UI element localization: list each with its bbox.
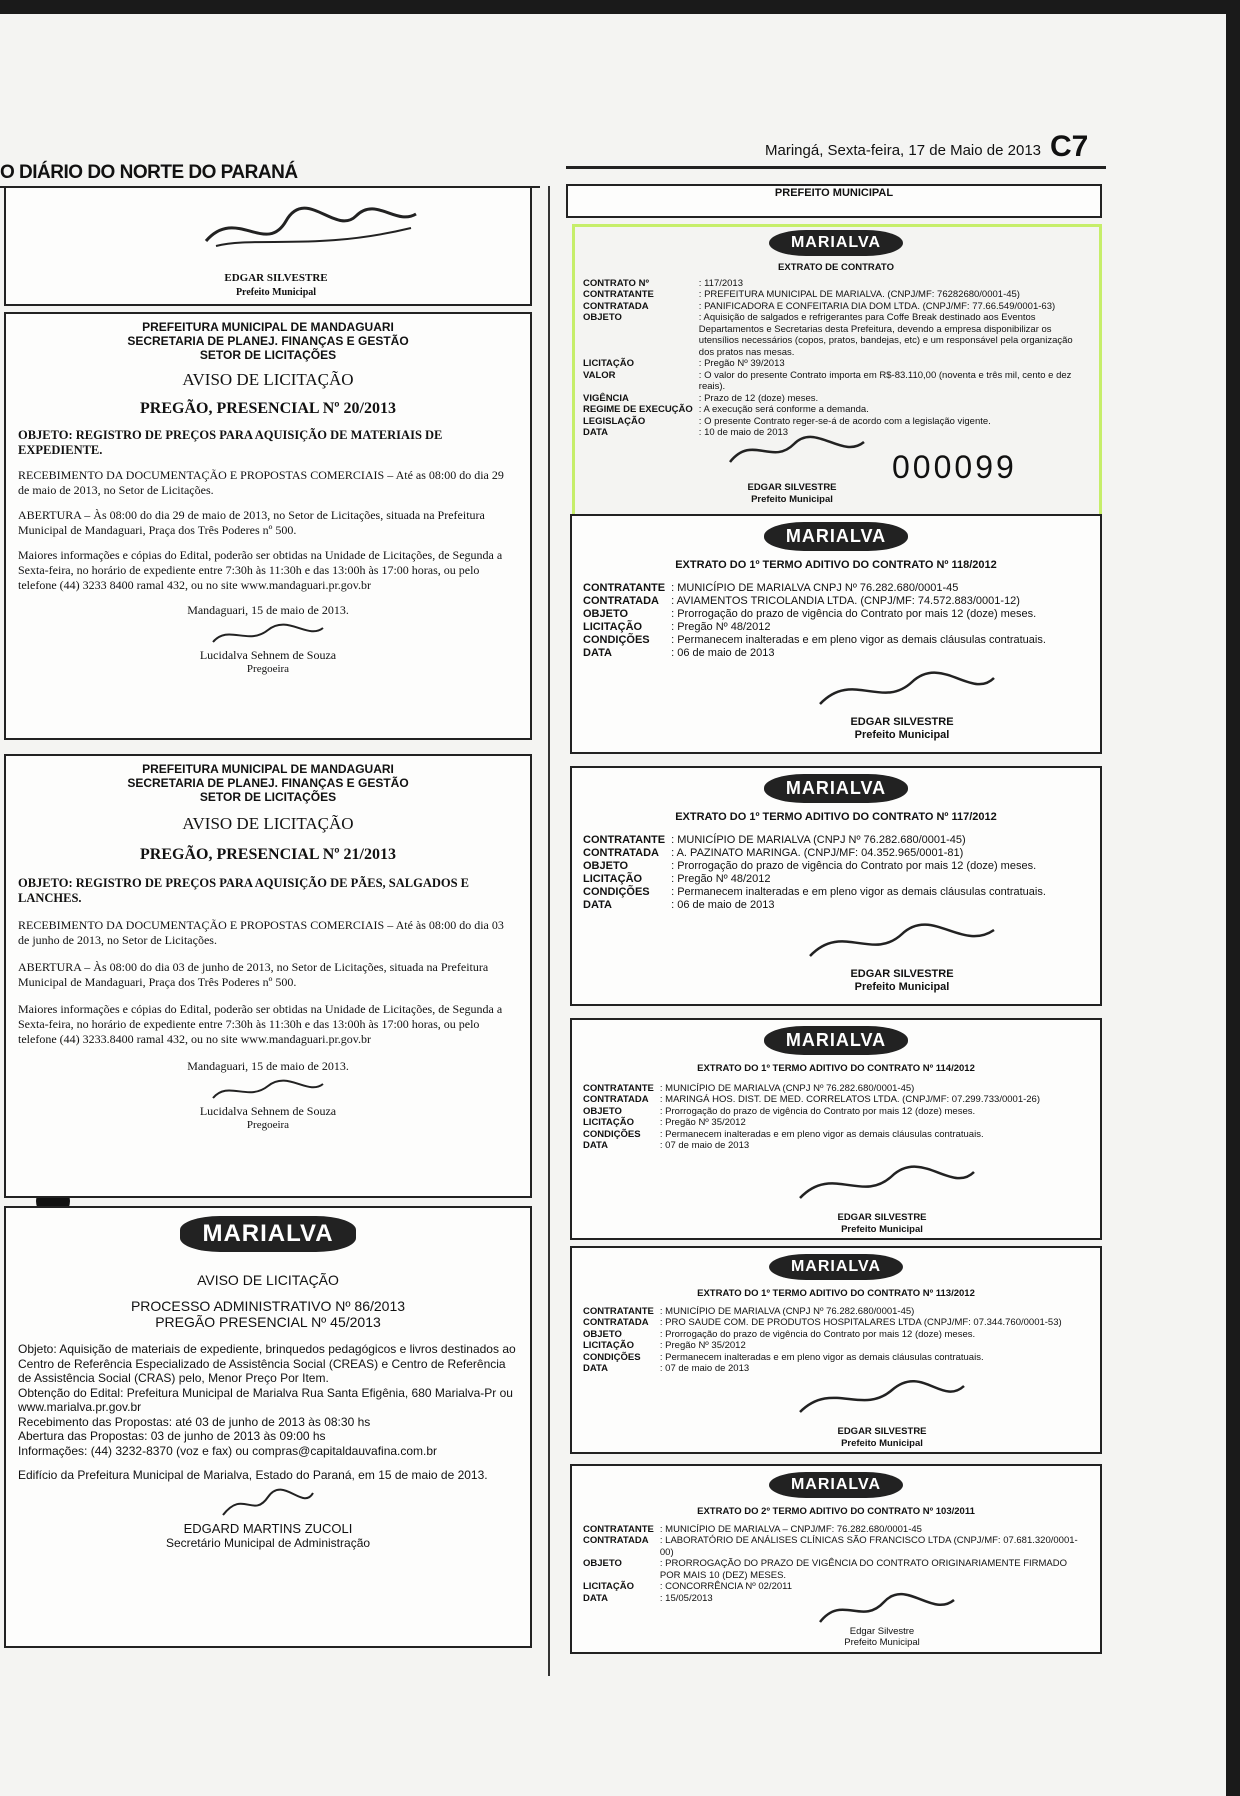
- field-value: : Prorrogação do prazo de vigência do Contrato por mais 12 (doze) meses.: [671, 860, 1037, 872]
- extrato-row: [580, 1306, 1065, 1318]
- extrato-aditivo-113-2012: [570, 1246, 1102, 1454]
- signer-name: EDGAR SILVESTRE: [850, 716, 954, 728]
- field-key: OBJETO: [583, 1558, 622, 1569]
- aviso-title: AVISO DE LICITAÇÃO: [182, 370, 354, 389]
- field-value: : PRO SAUDE COM. DE PRODUTOS HOSPITALARES LTDA (CNPJ/MF: 07.344.760/0001-53): [659, 1317, 1062, 1328]
- recebimento: RECEBIMENTO DA DOCUMENTAÇÃO E PROPOSTAS COMERCIAIS – Até às 08:00 do dia 03 de junho de 2013, no Setor de Licitações.: [18, 918, 504, 947]
- signer-role: Pregoeira: [246, 663, 290, 675]
- extrato-row: [580, 582, 1049, 595]
- extrato-row: [580, 358, 1092, 370]
- field-key: DATA: [583, 427, 608, 438]
- field-key: DATA: [583, 1592, 608, 1604]
- objeto: OBJETO: REGISTRO DE PREÇOS PARA AQUISIÇÃO DE MATERIAIS DE EXPEDIENTE.: [18, 428, 443, 457]
- right-top-banner: PREFEITO MUNICIPAL: [566, 184, 1102, 218]
- field-value: : Pregão Nº 35/2012: [659, 1340, 746, 1351]
- org-line: SECRETARIA DE PLANEJ. FINANÇAS E GESTÃO: [127, 334, 409, 348]
- field-value: : LABORATÓRIO DE ANÁLISES CLÍNICAS SÃO FRANCISCO LTDA (CNPJ/MF: 07.681.320/0001-00): [659, 1535, 1078, 1558]
- newspaper-name: O DIÁRIO DO NORTE DO PARANÁ: [0, 162, 298, 183]
- signer-role: Prefeito Municipal: [841, 1224, 923, 1235]
- field-key: LICITAÇÃO: [583, 873, 643, 885]
- field-key: CONTRATADA: [583, 300, 649, 312]
- field-value: : Prazo de 12 (doze) meses.: [698, 392, 819, 404]
- extrato-row: [580, 1558, 1092, 1581]
- field-key: CONTRATANTE: [583, 1305, 654, 1317]
- extrato-row: [580, 608, 1049, 621]
- field-value: : A execução será conforme a demanda.: [698, 404, 869, 415]
- signer-role: Prefeito Municipal: [854, 729, 950, 741]
- pregao-number: PREGÃO PRESENCIAL Nº 45/2013: [155, 1314, 381, 1330]
- extrato-row: [580, 312, 1092, 358]
- extrato-fields: [580, 834, 1049, 912]
- informacoes: Maiores informações e cópias do Edital, poderão ser obtidas na Unidade de Licitações, de Segunda a Sexta-feira, no horário de expediente entre 7:30h às 11:30h e das 13:00h às 17:00 horas, ou pelo telefone (44) 3233.8400 ramal 432, ou no site www.mandaguari.pr.gov.br: [18, 1002, 503, 1046]
- field-value: : AVIAMENTOS TRICOLANDIA LTDA. (CNPJ/MF: 74.572.883/0001-12): [671, 595, 1020, 607]
- extrato-aditivo-117-2012: [570, 766, 1102, 1006]
- signature-icon: [802, 918, 1002, 968]
- field-value: : Pregão Nº 48/2012: [671, 621, 771, 633]
- abertura: ABERTURA – Às 08:00 do dia 03 de junho de 2013, no Setor de Licitações, situada na Prefeitura Municipal de Mandaguari, Praça dos Três Poderes nº 500.: [18, 960, 489, 989]
- signer-role: Prefeito Municipal: [854, 981, 950, 993]
- field-value: : MUNICÍPIO DE MARIALVA (CNPJ Nº 76.282.680/0001-45): [659, 1305, 915, 1317]
- extrato-row: [580, 416, 1092, 428]
- field-value: : MUNICÍPIO DE MARIALVA (CNPJ Nº 76.282.680/0001-45): [671, 834, 966, 846]
- signer-role: Prefeito Municipal: [844, 1637, 920, 1648]
- field-value: : Prorrogação do prazo de vigência do Contrato por mais 12 (doze) meses.: [671, 608, 1037, 620]
- obtencao-edital: Obtenção do Edital: Prefeitura Municipal de Marialva Rua Santa Efigênia, 680 Marialva-Pr ou www.marialva.pr.gov.br: [18, 1385, 513, 1414]
- aviso-licitacao-21: [4, 754, 532, 1198]
- extrato-row: [580, 1317, 1065, 1329]
- column-divider: [548, 186, 550, 1676]
- header-rule-right: [566, 166, 1106, 169]
- informacoes: Informações: (44) 3232-8370 (voz e fax) ou compras@capitaldauvafina.com.br: [18, 1443, 438, 1458]
- marialva-logo: MARIALVA: [180, 1216, 355, 1252]
- field-value: : PREFEITURA MUNICIPAL DE MARIALVA. (CNPJ/MF: 76282680/0001-45): [698, 289, 1020, 300]
- field-value: : 06 de maio de 2013: [671, 899, 775, 911]
- field-key: OBJETO: [583, 312, 622, 323]
- extrato-row: [580, 1129, 1043, 1141]
- dateline: Maringá, Sexta-feira, 17 de Maio de 2013: [765, 142, 1041, 159]
- field-value: : MUNICÍPIO DE MARIALVA CNPJ Nº 76.282.680/0001-45: [671, 582, 959, 594]
- extrato-row: [580, 1535, 1092, 1558]
- signature-icon: [208, 1078, 328, 1104]
- signature-icon: [722, 432, 872, 472]
- extrato-title: EXTRATO DO 1º TERMO ADITIVO DO CONTRATO Nº 113/2012: [697, 1288, 975, 1299]
- field-value: : Prorrogação do prazo de vigência do Contrato por mais 12 (doze) meses.: [659, 1105, 976, 1117]
- field-value: : Pregão Nº 39/2013: [698, 358, 785, 369]
- extrato-aditivo-114-2012: [570, 1018, 1102, 1240]
- extrato-row: [580, 404, 1092, 416]
- field-value: : O presente Contrato reger-se-á de acordo com a legislação vigente.: [698, 415, 991, 427]
- recebimento: Recebimento das Propostas: até 03 de junho de 2013 às 08:30 hs: [18, 1414, 371, 1429]
- field-value: : Permanecem inalteradas e em pleno vigor as demais cláusulas contratuais.: [671, 634, 1046, 646]
- extrato-row: [580, 1140, 1043, 1152]
- aviso-licitacao-marialva: [4, 1206, 532, 1648]
- signer-name: Lucidalva Sehnem de Souza: [199, 648, 337, 662]
- field-key: DATA: [583, 1140, 608, 1151]
- marialva-logo: MARIALVA: [769, 1254, 903, 1280]
- field-key: CONTRATADA: [583, 1317, 649, 1328]
- field-value: : PANIFICADORA E CONFEITARIA DIA DOM LTDA. (CNPJ/MF: 77.66.549/0001-63): [698, 300, 1056, 312]
- field-key: LICITAÇÃO: [583, 358, 635, 369]
- field-value: : A. PAZINATO MARINGA. (CNPJ/MF: 04.352.965/0001-81): [671, 847, 964, 859]
- field-value: : Permanecem inalteradas e em pleno vigor as demais cláusulas contratuais.: [671, 886, 1046, 898]
- field-key: CONTRATANTE: [583, 582, 666, 594]
- place-date: Mandaguari, 15 de maio de 2013.: [187, 603, 349, 617]
- field-key: OBJETO: [583, 1328, 622, 1340]
- extrato-row: [580, 1352, 1065, 1364]
- extrato-row: [580, 899, 1049, 912]
- local-data: Edifício da Prefeitura Municipal de Marialva, Estado do Paraná, em 15 de maio de 2013.: [18, 1468, 488, 1482]
- marialva-logo: MARIALVA: [769, 1472, 903, 1498]
- field-key: LEGISLAÇÃO: [583, 415, 646, 427]
- field-value: : MUNICÍPIO DE MARIALVA – CNPJ/MF: 76.282.680/0001-45: [659, 1523, 922, 1535]
- field-key: CONDIÇÕES: [583, 1128, 641, 1140]
- signer-name: Lucidalva Sehnem de Souza: [199, 1104, 337, 1118]
- extrato-row: [580, 1363, 1065, 1375]
- field-key: CONTRATANTE: [583, 1523, 654, 1535]
- field-key: DATA: [583, 1363, 608, 1374]
- marialva-logo: MARIALVA: [769, 230, 903, 256]
- informacoes: Maiores informações e cópias do Edital, poderão ser obtidas na Unidade de Licitações, de Segunda a Sexta-feira, no horário de expediente entre 7:30h às 11:30h e das 13:00h às 17:00 horas, ou pelo telefone (44) 3233 8400 ramal 432, ou no site www.mandaguari.pr.gov.br: [18, 548, 503, 592]
- field-key: CONTRATADA: [583, 847, 659, 859]
- extrato-row: [580, 1117, 1043, 1129]
- extrato-row: [580, 847, 1049, 860]
- field-key: DATA: [583, 899, 612, 911]
- field-key: REGIME DE EXECUÇÃO: [583, 404, 693, 415]
- org-line: PREFEITURA MUNICIPAL DE MANDAGUARI: [142, 320, 394, 334]
- field-key: CONTRATADA: [583, 595, 659, 607]
- extrato-contrato-117-2013: [570, 222, 1102, 514]
- processo-number: PROCESSO ADMINISTRATIVO Nº 86/2013: [130, 1298, 406, 1314]
- field-value: : Aquisição de salgados e refrigerantes para Coffe Break destinado aos Eventos Departamentos e Secretarias desta Prefeitura, devendo a empresa disponibilizar os utensílios necessários (copos, pratos, bandejas, etc) e um responsável pela organização dos pratos nas mesas.: [698, 312, 1073, 358]
- field-value: : CONCORRÊNCIA Nº 02/2011: [659, 1581, 793, 1592]
- objeto: OBJETO: REGISTRO DE PREÇOS PARA AQUISIÇÃO DE PÃES, SALGADOS E LANCHES.: [18, 876, 470, 905]
- field-value: : MUNICÍPIO DE MARIALVA (CNPJ Nº 76.282.680/0001-45): [659, 1082, 915, 1094]
- field-key: CONTRATANTE: [583, 834, 666, 846]
- field-key: VIGÊNCIA: [583, 392, 629, 404]
- field-value: : 06 de maio de 2013: [671, 647, 775, 659]
- field-value: : 15/05/2013: [659, 1592, 713, 1604]
- abertura: ABERTURA – Às 08:00 do dia 29 de maio de 2013, no Setor de Licitações, situada na Prefeitura Municipal de Mandaguari, Praça dos Três Poderes nº 500.: [18, 508, 485, 537]
- extrato-row: [580, 1083, 1043, 1095]
- field-value: : PRORROGAÇÃO DO PRAZO DE VIGÊNCIA DO CONTRATO ORIGINARIAMENTE FIRMADO POR MAIS 10 (DEZ) MESES.: [659, 1558, 1068, 1581]
- left-top-signature-box: [4, 186, 532, 306]
- recebimento: RECEBIMENTO DA DOCUMENTAÇÃO E PROPOSTAS COMERCIAIS – Até as 08:00 do dia 29 de maio de 2013, no Setor de Licitações.: [18, 468, 504, 497]
- signer-role: Pregoeira: [246, 1119, 290, 1131]
- field-value: : MARINGÁ HOS. DIST. DE MED. CORRELATOS LTDA. (CNPJ/MF: 07.299.733/0001-26): [659, 1094, 1040, 1105]
- extrato-title: EXTRATO DO 1º TERMO ADITIVO DO CONTRATO Nº 118/2012: [675, 559, 997, 571]
- field-value: : Permanecem inalteradas e em pleno vigor as demais cláusulas contratuais.: [659, 1351, 984, 1363]
- signer-name: EDGAR SILVESTRE: [747, 482, 837, 493]
- field-key: OBJETO: [583, 860, 629, 872]
- pregao-number: PREGÃO, PRESENCIAL Nº 20/2013: [140, 400, 396, 417]
- extrato-row: [580, 278, 1092, 290]
- field-key: VALOR: [583, 369, 616, 381]
- extrato-row: [580, 860, 1049, 873]
- field-key: LICITAÇÃO: [583, 621, 643, 633]
- field-key: CONTRATADA: [583, 1094, 649, 1105]
- newspaper-sheet: [0, 14, 1226, 1796]
- extrato-fields: [580, 278, 1092, 439]
- field-value: : 117/2013: [698, 277, 743, 289]
- extrato-fields: [580, 1083, 1043, 1152]
- extrato-aditivo-103-2011: [570, 1464, 1102, 1654]
- extrato-row: [580, 873, 1049, 886]
- signer-role: Prefeito Municipal: [841, 1438, 923, 1449]
- objeto: Objeto: Aquisição de materiais de expediente, brinquedos pedagógicos e livros destinados ao Centro de Referência Especializado de Assistência Social (CREAS) e Centro de Referência de Assistência Social (CRAS) pelo, Menor Preço Por Item.: [18, 1342, 516, 1385]
- field-value: : Pregão Nº 35/2012: [659, 1117, 746, 1128]
- extrato-row: [580, 289, 1092, 301]
- signature-role: Prefeito Municipal: [235, 287, 317, 298]
- extrato-row: [580, 370, 1092, 393]
- marialva-logo: MARIALVA: [764, 522, 908, 551]
- signer-name: EDGAR SILVESTRE: [837, 1426, 927, 1437]
- marialva-logo: MARIALVA: [764, 1026, 908, 1055]
- field-key: LICITAÇÃO: [583, 1581, 635, 1592]
- extrato-row: [580, 634, 1049, 647]
- signature-icon: [792, 1160, 982, 1210]
- extrato-title: EXTRATO DO 1º TERMO ADITIVO DO CONTRATO Nº 114/2012: [697, 1063, 975, 1074]
- field-value: : 07 de maio de 2013: [659, 1140, 750, 1151]
- extrato-fields: [580, 1306, 1065, 1375]
- extrato-row: [580, 886, 1049, 899]
- extrato-row: [580, 834, 1049, 847]
- field-key: CONDIÇÕES: [583, 634, 650, 646]
- aviso-licitacao-20: [4, 312, 532, 740]
- extrato-row: [580, 1094, 1043, 1106]
- field-key: CONTRATANTE: [583, 289, 654, 300]
- field-key: CONDIÇÕES: [583, 1351, 641, 1363]
- extrato-row: [580, 1340, 1065, 1352]
- signature-icon: [208, 622, 328, 648]
- extrato-title: EXTRATO DE CONTRATO: [778, 262, 894, 273]
- aviso-title: AVISO DE LICITAÇÃO: [182, 814, 354, 833]
- field-key: CONTRATANTE: [583, 1082, 654, 1094]
- org-line: SETOR DE LICITAÇÕES: [199, 790, 337, 804]
- signature-icon: [812, 1590, 962, 1630]
- extrato-row: [580, 393, 1092, 405]
- field-value: : Prorrogação do prazo de vigência do Contrato por mais 12 (doze) meses.: [659, 1328, 976, 1340]
- signature-name: EDGAR SILVESTRE: [224, 272, 328, 284]
- signature-icon: [213, 1485, 323, 1521]
- extrato-fields: [580, 582, 1049, 660]
- signer-name: Edgar Silvestre: [849, 1626, 915, 1637]
- stamp-number: 000099: [892, 449, 1017, 485]
- extrato-row: [580, 621, 1049, 634]
- extrato-row: [580, 1106, 1043, 1118]
- org-line: SETOR DE LICITAÇÕES: [199, 348, 337, 362]
- signer-name: EDGARD MARTINS ZUCOLI: [183, 1520, 353, 1536]
- field-key: DATA: [583, 647, 612, 659]
- field-key: LICITAÇÃO: [583, 1340, 635, 1351]
- field-key: CONTRATADA: [583, 1535, 649, 1546]
- place-date: Mandaguari, 15 de maio de 2013.: [187, 1059, 349, 1073]
- field-value: : 07 de maio de 2013: [659, 1363, 750, 1374]
- signer-name: EDGAR SILVESTRE: [850, 968, 954, 980]
- abertura: Abertura das Propostas: 03 de junho de 2013 às 09:00 hs: [18, 1429, 326, 1443]
- extrato-row: [580, 595, 1049, 608]
- field-value: : Permanecem inalteradas e em pleno vigor as demais cláusulas contratuais.: [659, 1128, 984, 1140]
- field-value: : 10 de maio de 2013: [698, 427, 789, 438]
- page-number: C7: [1050, 130, 1089, 163]
- signature-icon: [812, 666, 1002, 716]
- signature-icon: [196, 196, 426, 258]
- aviso-title: AVISO DE LICITAÇÃO: [197, 1272, 339, 1288]
- extrato-row: [580, 647, 1049, 660]
- org-line: SECRETARIA DE PLANEJ. FINANÇAS E GESTÃO: [127, 776, 409, 790]
- extrato-title: EXTRATO DO 2º TERMO ADITIVO DO CONTRATO Nº 103/2011: [697, 1506, 975, 1517]
- extrato-row: [580, 1524, 1092, 1536]
- field-value: : O valor do presente Contrato importa em R$-83.110,00 (noventa e três mil, cento e dez reais).: [698, 369, 1072, 392]
- signer-role: Secretário Municipal de Administração: [165, 1535, 371, 1550]
- extrato-row: [580, 301, 1092, 313]
- field-key: LICITAÇÃO: [583, 1117, 635, 1128]
- org-line: PREFEITURA MUNICIPAL DE MANDAGUARI: [142, 762, 394, 776]
- field-value: : Pregão Nº 48/2012: [671, 873, 771, 885]
- signer-role: Prefeito Municipal: [751, 494, 833, 505]
- pregao-number: PREGÃO, PRESENCIAL Nº 21/2013: [140, 846, 396, 863]
- signature-icon: [792, 1376, 972, 1422]
- field-key: CONDIÇÕES: [583, 886, 650, 898]
- extrato-row: [580, 1329, 1065, 1341]
- extrato-title: EXTRATO DO 1º TERMO ADITIVO DO CONTRATO Nº 117/2012: [675, 811, 997, 823]
- extrato-aditivo-118-2012: [570, 514, 1102, 754]
- marialva-logo: MARIALVA: [764, 774, 908, 803]
- field-key: CONTRATO Nº: [583, 277, 649, 289]
- field-key: OBJETO: [583, 1105, 622, 1117]
- signer-name: EDGAR SILVESTRE: [837, 1212, 927, 1223]
- field-key: OBJETO: [583, 608, 629, 620]
